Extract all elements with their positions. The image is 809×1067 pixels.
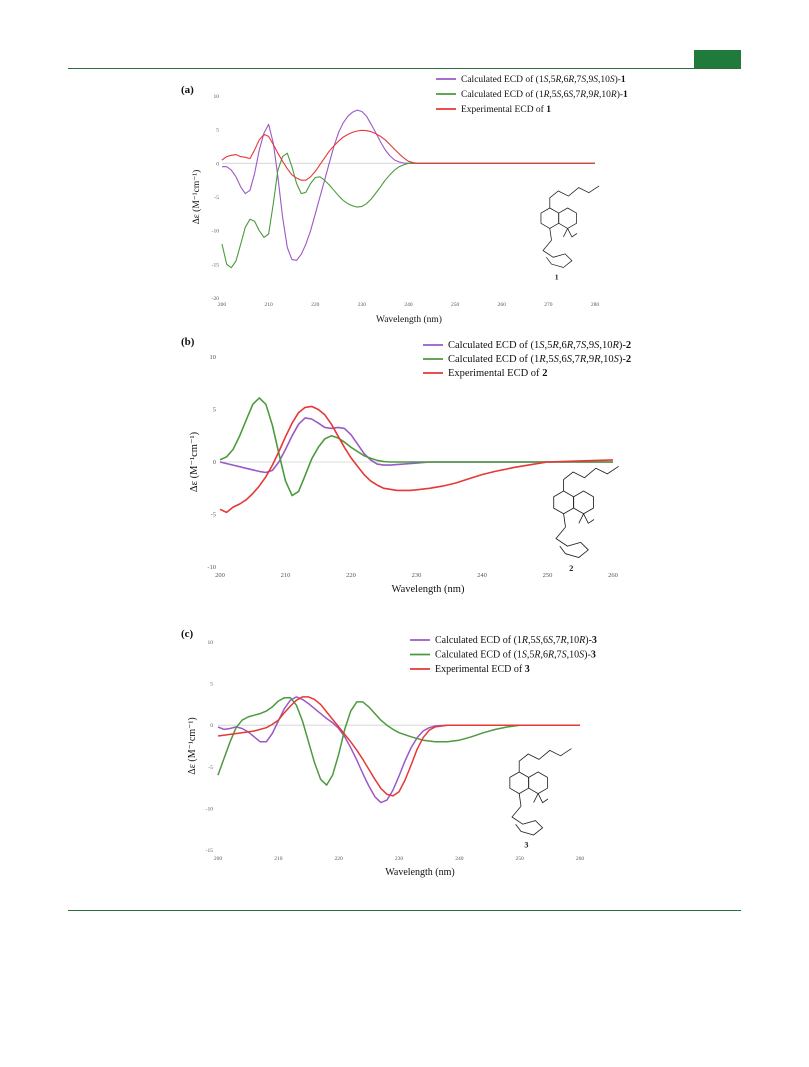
series-line-red xyxy=(218,697,580,796)
series-line-red xyxy=(220,406,613,512)
y-axis-label: Δε (M⁻¹cm⁻¹) xyxy=(189,431,200,493)
y-tick-label: -15 xyxy=(205,848,213,854)
legend-entry: Experimental ECD of 3 xyxy=(435,664,530,675)
compound-number-c: 3 xyxy=(524,840,529,850)
series-line-green xyxy=(218,698,580,785)
x-tick-label: 250 xyxy=(451,302,460,308)
x-tick-label: 200 xyxy=(213,856,223,862)
panel-label: (b) xyxy=(181,336,195,348)
x-axis-label: Wavelength (nm) xyxy=(385,867,455,878)
molecule-structure-a xyxy=(541,186,599,282)
series-line-green xyxy=(222,153,595,268)
legend-entry: Calculated ECD of (1S,5R,6R,7S,9S,10S)-1 xyxy=(461,75,626,85)
y-tick-label: 10 xyxy=(213,94,219,100)
x-tick-label: 260 xyxy=(497,302,506,308)
compound-number-a: 1 xyxy=(554,272,559,282)
x-tick-label: 220 xyxy=(334,856,343,862)
x-tick-label: 230 xyxy=(357,302,366,308)
legend-entry: Calculated ECD of (1S,5R,6R,7S,10S)-3 xyxy=(435,649,596,661)
y-tick-label: 10 xyxy=(207,640,213,646)
x-tick-label: 240 xyxy=(404,302,413,308)
y-tick-label: 0 xyxy=(210,723,213,730)
y-tick-label: -10 xyxy=(205,806,213,813)
compound-number-b: 2 xyxy=(569,562,574,573)
y-tick-label: -20 xyxy=(211,296,219,302)
x-axis-label: Wavelength (nm) xyxy=(391,584,465,595)
series-line-purple xyxy=(218,697,580,803)
legend-entry: Experimental ECD of 1 xyxy=(461,105,551,115)
y-tick-label: 5 xyxy=(216,127,219,134)
legend-entry: Calculated ECD of (1R,5S,6S,7R,9R,10S)-2 xyxy=(448,354,632,365)
x-tick-label: 210 xyxy=(274,856,283,862)
legend-entry: Calculated ECD of (1R,5S,6S,7R,10R)-3 xyxy=(435,635,597,646)
x-tick-label: 240 xyxy=(477,572,487,579)
series-line-green xyxy=(220,398,613,496)
legend-entry: Calculated ECD of (1R,5S,6S,7R,9R,10R)-1 xyxy=(461,90,628,100)
x-tick-label: 220 xyxy=(311,302,320,308)
series-line-red xyxy=(222,130,595,180)
x-tick-label: 210 xyxy=(280,572,291,579)
journal-header-block xyxy=(694,50,741,68)
y-tick-label: -5 xyxy=(210,511,216,519)
x-tick-label: 230 xyxy=(394,856,404,862)
y-tick-label: -15 xyxy=(211,262,219,269)
legend-entry: Experimental ECD of 2 xyxy=(448,368,548,379)
x-tick-label: 250 xyxy=(515,856,524,862)
x-tick-label: 260 xyxy=(575,856,585,862)
x-tick-label: 240 xyxy=(455,856,464,862)
x-tick-label: 250 xyxy=(542,572,553,579)
x-tick-label: 220 xyxy=(346,572,356,579)
y-tick-label: -10 xyxy=(211,228,219,235)
x-tick-label: 210 xyxy=(264,302,273,308)
legend-entry: Calculated ECD of (1S,5R,6R,7S,9S,10R)-2 xyxy=(448,340,632,351)
y-tick-label: -5 xyxy=(208,764,213,771)
x-axis-label: Wavelength (nm) xyxy=(376,315,442,325)
y-tick-label: -10 xyxy=(207,564,216,571)
series-line-purple xyxy=(222,110,595,260)
molecule-structure-b xyxy=(554,466,619,573)
y-tick-label: 0 xyxy=(216,161,219,168)
x-tick-label: 200 xyxy=(217,302,227,308)
header-rule xyxy=(68,68,741,69)
x-tick-label: 270 xyxy=(544,302,553,308)
y-tick-label: 5 xyxy=(212,406,216,414)
panel-label: (a) xyxy=(181,84,194,96)
panel-label: (c) xyxy=(181,628,194,640)
x-tick-label: 280 xyxy=(590,302,600,308)
x-tick-label: 200 xyxy=(215,572,225,579)
x-tick-label: 260 xyxy=(608,572,618,579)
y-axis-label: Δε (M⁻¹cm⁻¹) xyxy=(192,169,202,225)
x-tick-label: 230 xyxy=(411,572,422,579)
series-line-purple xyxy=(220,418,613,473)
y-tick-label: -5 xyxy=(214,195,219,201)
y-tick-label: 0 xyxy=(212,459,216,466)
footer-rule xyxy=(68,910,741,911)
y-tick-label: 10 xyxy=(209,354,216,361)
y-tick-label: 5 xyxy=(210,681,213,688)
y-axis-label: Δε (M⁻¹cm⁻¹) xyxy=(187,717,198,775)
molecule-structure-c xyxy=(510,749,572,850)
